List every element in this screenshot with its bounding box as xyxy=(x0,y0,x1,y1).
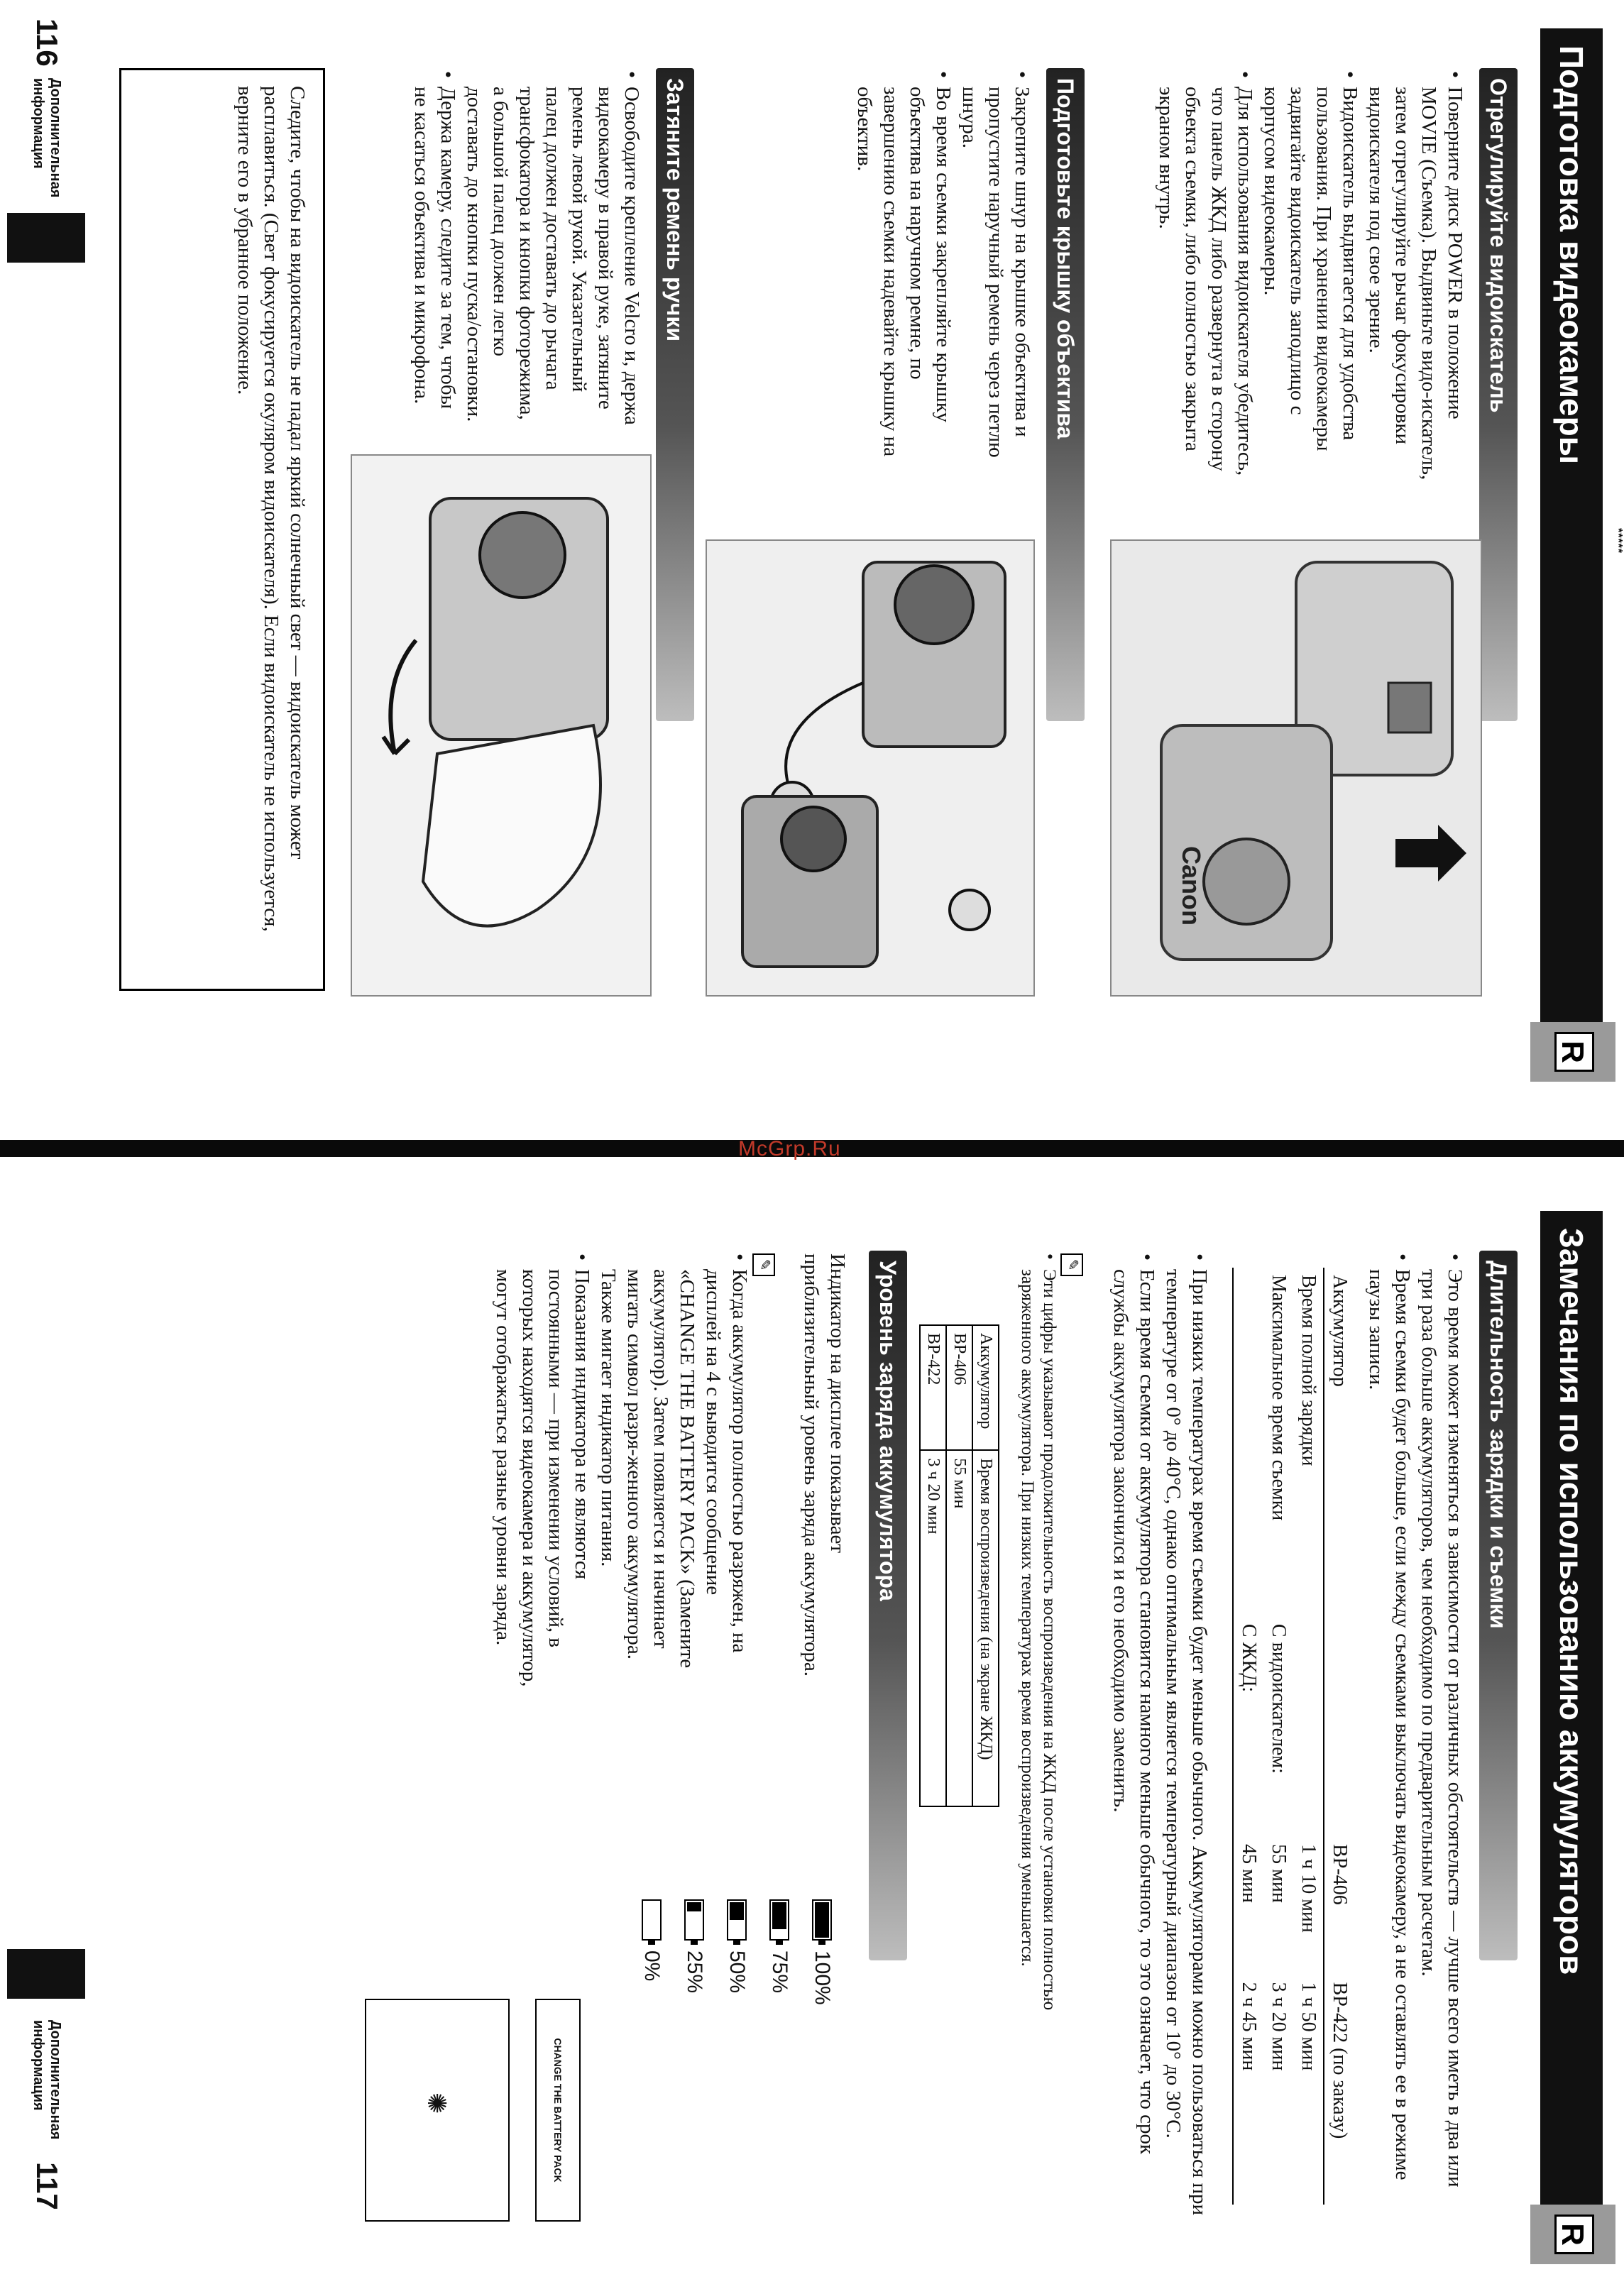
region-tab xyxy=(1530,1022,1615,1082)
lens-cap-icon xyxy=(707,541,1033,995)
list-item: • Когда аккумулятор полностью разряжен, на дисплей на 4 с выводится сообщение «CHANGE THE BATTERY PACK» (Замените аккумулятор). Затем появляется и начинает мигать символ разря-женного аккумулятора. Также мигает индикатор питания. xyxy=(595,1253,752,1694)
table-cell: BP-406 xyxy=(1324,1837,1354,1975)
note-icon: ✎ xyxy=(752,1253,775,1276)
region-letter: R xyxy=(1554,2215,1594,2254)
footer-block xyxy=(7,1949,85,1999)
battery-icon xyxy=(642,1899,662,1941)
battery-fill xyxy=(772,1902,786,1929)
battery-icon xyxy=(684,1899,704,1941)
table-cell: Время полной зарядки xyxy=(1297,1275,1320,1466)
footer-label xyxy=(30,78,64,197)
battery-icon xyxy=(769,1899,789,1941)
note-icon: ✎ xyxy=(1060,1253,1083,1276)
section-heading-grip-strap: Затяните ремень ручки xyxy=(656,68,694,721)
battery-spec-table xyxy=(1232,1268,1354,2205)
lcd-screen-illustration xyxy=(365,1999,510,2222)
page-title: Подготовка видеокамеры xyxy=(1540,28,1603,1065)
table-cell: 55 мин xyxy=(1268,1844,1290,1903)
section-heading-charge-time: Длительность зарядки и съемки xyxy=(1479,1251,1518,1960)
footer-label-line2: информация xyxy=(31,78,46,169)
blinking-battery-icon: ✺ xyxy=(422,2092,451,2114)
section-heading-battery-level: Уровень заряда аккумулятора xyxy=(869,1251,907,1960)
list-item: • Показания индикатора не являются постоянными — при изменении условий, в которых находятся видеокамера и аккумулятор, могут отображаться разные уровни заряда. xyxy=(490,1253,595,1694)
table-cell: BP-422 (по заказу) xyxy=(1324,1975,1354,2205)
list-item: • Это время может изменяться в зависимости от различных обстоятельств — лучше всего иметь в два или три раза больше аккумуляторов, чем необходимо по предварительным расчетам. xyxy=(1415,1253,1468,2219)
list-item: • Поверните диск POWER в положение MOVIE (Съемка). Выдвиньте видо-искатель, затем отрегулируйте рычаг фокусировки видоискателя под свое зрение. xyxy=(1363,71,1468,483)
battery-level-label: 100% xyxy=(811,1950,834,2005)
table-cell: Аккумулятор xyxy=(972,1325,999,1450)
grip-strap-text xyxy=(408,71,644,426)
table-row xyxy=(1324,1268,1354,2205)
battery-fill xyxy=(687,1902,701,1911)
table-row xyxy=(946,1325,972,1806)
battery-icon xyxy=(812,1899,832,1941)
table-cell: 1 ч 10 мин xyxy=(1297,1844,1320,1933)
table-cell: 55 мин xyxy=(946,1450,972,1806)
table-cell: Максимальное время съемки xyxy=(1233,1268,1293,1617)
battery-level-row xyxy=(758,1899,801,2226)
list-item: • Видоискатель выдвигается для удобства пользования. При хранении видеокамеры задвигайте видоискатель заподлицо с корпусом видеокамеры. xyxy=(1258,71,1363,483)
table-row xyxy=(1263,1268,1293,2205)
battery-level-label: 0% xyxy=(640,1950,664,1982)
page-117 xyxy=(0,1182,1624,2294)
table-row xyxy=(1293,1268,1324,2205)
battery-level-row xyxy=(801,1899,843,2226)
battery-fill xyxy=(730,1902,744,1920)
viewfinder-warning-box: Следите, чтобы на видоискатель не падал яркий солнечный свет — видоискатель может расплавиться. (Свет фокусируется окуляром видоискателя). Если видоискатель не используется, верните его в убранное положение. xyxy=(119,68,325,991)
footer-label xyxy=(30,2020,64,2139)
table-cell: 3 ч 20 мин xyxy=(1268,1982,1290,2071)
viewfinder-illustration xyxy=(1110,539,1482,997)
list-item: • Эти цифры указывают продолжительность воспроизведения на ЖКД после установки полностью заряженного аккумулятора. При низких температурах время воспроизведения уменьшается. xyxy=(1016,1253,1060,2048)
list-item: • Для использования видоискателя убедитесь, что панель ЖКД либо развернута в сторону объекта съемки, либо полностью закрыта экраном внутрь. xyxy=(1153,71,1258,483)
list-item: • Если время съемки от аккумулятора становится намного меньше обычного, то это означает, что срок службы аккумулятора закончился и его необходимо заменить. xyxy=(1107,1253,1160,2219)
battery-level-row xyxy=(673,1899,715,2226)
battery-level-label: 75% xyxy=(768,1950,791,1994)
table-row xyxy=(972,1325,999,1806)
note-icon-line xyxy=(752,1253,779,1694)
playback-note xyxy=(1016,1253,1085,2048)
camera-viewfinder-icon xyxy=(1112,541,1481,995)
table-cell: С ЖКД: xyxy=(1233,1617,1263,1837)
battery-level-intro: Индикатор на дисплее показывает приблизительный уровень заряда аккумулятора. xyxy=(800,1253,849,1677)
camera-brand: Canon xyxy=(1177,846,1206,926)
change-battery-message: CHANGE THE BATTERY PACK xyxy=(535,1999,581,2222)
watermark: McGrp.Ru xyxy=(738,1137,841,1160)
page-footer xyxy=(0,1949,85,2283)
table-cell: 1 ч 50 мин xyxy=(1297,1982,1320,2071)
list-item: • Закрепите шнур на крышке объектива и пропустите наручный ремень через петлю шнура. xyxy=(956,71,1035,483)
table-cell: С видоискателем: xyxy=(1268,1623,1290,1774)
table-cell: BP-422 xyxy=(920,1325,946,1450)
section-heading-viewfinder: Отрегулируйте видоискатель xyxy=(1479,68,1518,721)
battery-level-row xyxy=(715,1899,758,2226)
grip-strap-illustration xyxy=(351,454,652,997)
table-cell xyxy=(1324,1617,1354,1837)
section-heading-lens-cap: Подготовьте крышку объектива xyxy=(1046,68,1085,721)
region-tab xyxy=(1530,2205,1615,2264)
footer-label-line1: Дополнительная xyxy=(48,2020,63,2140)
page-number: 117 xyxy=(31,2162,64,2210)
battery-fill xyxy=(815,1902,829,1938)
page-number: 116 xyxy=(31,18,64,67)
list-item: • При низких температурах время съемки будет меньше обычного. Аккумуляторами можно пользоваться при температуре от 0° до 40°C, однако оптимальным является температурный диапазон от 10° до 30°C. xyxy=(1160,1253,1212,2219)
page-footer xyxy=(0,0,85,298)
playback-table xyxy=(919,1324,999,1807)
table-cell xyxy=(1293,1617,1324,1837)
page-title: Замечания по использованию аккумуляторов xyxy=(1540,1211,1603,2247)
list-item: • Во время съемки закрепляйте крышку объектива на наручном ремне, по завершению съемки надевайте крышку на объектив. xyxy=(851,71,956,483)
hand-strap-icon xyxy=(352,456,650,995)
battery-level-text xyxy=(490,1253,850,1694)
region-letter: R xyxy=(1554,1032,1594,1072)
table-row xyxy=(920,1325,946,1806)
footer-block xyxy=(7,213,85,263)
battery-level-indicators xyxy=(630,1899,843,2226)
table-cell: BP-406 xyxy=(946,1325,972,1450)
table-cell: 45 мин xyxy=(1233,1837,1263,1975)
viewfinder-text xyxy=(1153,71,1468,483)
list-item: • Освободите крепление Velcro и, держа видеокамеру в правой руке, затяните ремень левой рукой. Указательный палец должен доставать до рычага трансфокатора и кнопки фоторежима, а большой палец должен легко доставать до кнопки пуска/остановки. xyxy=(461,71,644,426)
battery-level-label: 25% xyxy=(683,1950,706,1994)
temperature-text xyxy=(1107,1253,1212,2219)
lens-cap-illustration xyxy=(706,539,1035,997)
table-cell: Аккумулятор xyxy=(1324,1268,1354,1617)
spread-gutter xyxy=(0,1112,1624,1182)
footer-label-line2: информация xyxy=(31,2020,46,2111)
page-116 xyxy=(0,0,1624,1112)
charge-time-text xyxy=(1363,1253,1468,2219)
top-marks: ***** xyxy=(1612,528,1624,554)
battery-level-label: 50% xyxy=(725,1950,749,1994)
table-cell: 2 ч 45 мин xyxy=(1233,1975,1263,2205)
battery-level-row xyxy=(630,1899,673,2226)
list-item: • Время съемки будет больше, если между съемками выключать видеокамеру, а не оставлять ее в режиме паузы записи. xyxy=(1363,1253,1415,2219)
lens-cap-text xyxy=(851,71,1035,483)
table-cell: 3 ч 20 мин xyxy=(920,1450,946,1806)
list-item: • Держа камеру, следите за тем, чтобы не касаться объектива и микрофона. xyxy=(408,71,461,426)
footer-label-line1: Дополнительная xyxy=(48,78,63,198)
battery-icon xyxy=(727,1899,747,1941)
table-cell: Время воспроизведения (на экране ЖКД) xyxy=(972,1450,999,1806)
